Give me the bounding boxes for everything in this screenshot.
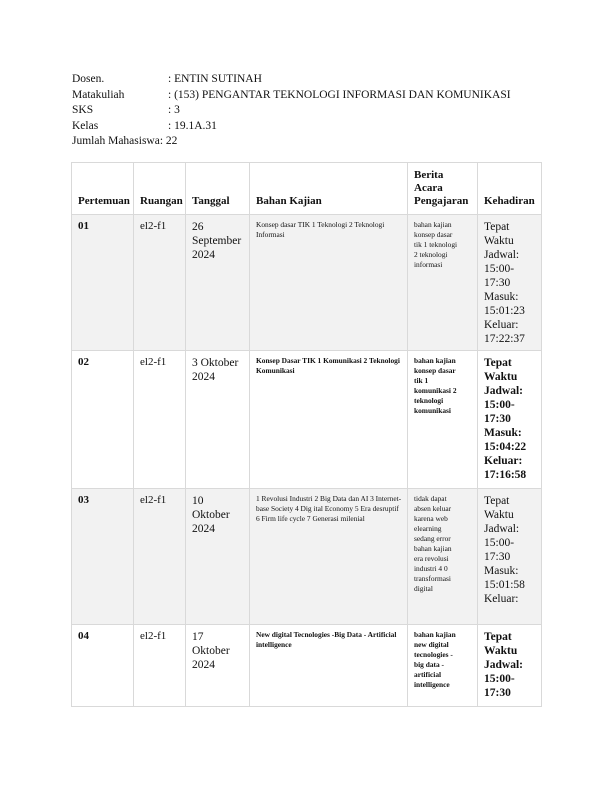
bahan-kajian-cell: 1 Revolusi Industri 2 Big Data dan AI 3 Internet-base Society 4 Dig ital Economy 5 Era desruptif 6 Firm life cycle 7 Generasi milenial xyxy=(250,489,408,625)
kehadiran-line: Jadwal: xyxy=(484,385,523,397)
tanggal-cell xyxy=(186,215,250,351)
tanggal-line: Oktober xyxy=(192,645,230,657)
kehadiran-line: Tepat xyxy=(484,495,510,507)
kehadiran-line: Tepat xyxy=(484,357,512,369)
berita-line: 2 teknologi xyxy=(414,250,448,259)
pertemuan-cell: 03 xyxy=(72,489,134,625)
berita-line: new digital xyxy=(414,640,449,649)
berita-line: informasi xyxy=(414,260,443,269)
tanggal-line: 10 xyxy=(192,495,204,507)
attendance-table xyxy=(71,162,542,707)
table-row xyxy=(72,489,542,625)
kehadiran-line: 15:00- xyxy=(484,399,515,411)
berita-line: tidak dapat xyxy=(414,494,447,503)
matakuliah-value: : (153) PENGANTAR TEKNOLOGI INFORMASI DAN KOMUNIKASI xyxy=(168,88,511,101)
tanggal-line: 2024 xyxy=(192,523,215,535)
berita-line: elearning xyxy=(414,524,442,533)
table-row xyxy=(72,625,542,707)
berita-line: absen keluar xyxy=(414,504,452,513)
tanggal-line: 2024 xyxy=(192,249,215,261)
berita-line: big data - xyxy=(414,660,444,669)
jumlah-value: : 22 xyxy=(159,135,178,147)
pertemuan-cell: 04 xyxy=(72,625,134,707)
berita-line: bahan kajian xyxy=(414,356,456,365)
tanggal-cell xyxy=(186,351,250,489)
kehadiran-line: 17:30 xyxy=(484,277,511,289)
kehadiran-line: Masuk: xyxy=(484,565,519,577)
header-pertemuan: Pertemuan xyxy=(72,163,134,215)
kehadiran-line: Waktu xyxy=(484,235,514,247)
header-kehadiran: Kehadiran xyxy=(478,163,542,215)
jumlah-label: Jumlah Mahasiswa xyxy=(72,135,160,147)
ruangan-cell: el2-f1 xyxy=(134,489,186,625)
bahan-kajian-cell: Konsep Dasar TIK 1 Komunikasi 2 Teknologi Komunikasi xyxy=(250,351,408,489)
berita-acara-cell xyxy=(408,351,478,489)
kehadiran-line: 17:30 xyxy=(484,687,511,699)
berita-line: sedang error xyxy=(414,534,451,543)
tanggal-line: 26 xyxy=(192,221,204,233)
kehadiran-line: Jadwal: xyxy=(484,523,520,535)
header-ruangan: Ruangan xyxy=(134,163,186,215)
table-row xyxy=(72,351,542,489)
berita-line: komunikasi xyxy=(414,406,451,415)
berita-line: artificial xyxy=(414,670,442,679)
kelas-row xyxy=(72,119,511,135)
ruangan-cell: el2-f1 xyxy=(134,215,186,351)
kehadiran-line: Waktu xyxy=(484,645,518,657)
kehadiran-line: Tepat xyxy=(484,221,510,233)
header-tanggal: Tanggal xyxy=(186,163,250,215)
berita-line: digital xyxy=(414,584,433,593)
tanggal-line: Oktober xyxy=(192,509,230,521)
kehadiran-line: Tepat xyxy=(484,631,512,643)
kehadiran-line: 15:00- xyxy=(484,263,515,275)
berita-line: intelligence xyxy=(414,680,450,689)
kehadiran-line: Keluar: xyxy=(484,455,523,467)
kehadiran-line: Keluar: xyxy=(484,593,519,605)
berita-line: industri 4 0 xyxy=(414,564,448,573)
kehadiran-line: 17:30 xyxy=(484,413,511,425)
berita-acara-cell xyxy=(408,625,478,707)
bahan-kajian-cell: New digital Tecnologies -Big Data - Artificial intelligence xyxy=(250,625,408,707)
kehadiran-line: 15:00- xyxy=(484,537,515,549)
berita-line: tecnologies - xyxy=(414,650,453,659)
table-row xyxy=(72,215,542,351)
berita-line: teknologi xyxy=(414,396,444,405)
tanggal-cell xyxy=(186,625,250,707)
kehadiran-cell xyxy=(478,625,542,707)
tanggal-cell xyxy=(186,489,250,625)
dosen-row xyxy=(72,72,511,88)
berita-line: era revolusi xyxy=(414,554,449,563)
kehadiran-line: 17:22:37 xyxy=(484,333,525,345)
berita-line: tik 1 xyxy=(414,376,429,385)
ruangan-cell: el2-f1 xyxy=(134,351,186,489)
pertemuan-cell: 01 xyxy=(72,215,134,351)
berita-line: bahan kajian xyxy=(414,544,452,553)
sks-label: SKS xyxy=(72,104,94,116)
jumlah-row xyxy=(72,134,511,150)
tanggal-line: 2024 xyxy=(192,659,215,671)
kehadiran-cell xyxy=(478,351,542,489)
sks-value: : 3 xyxy=(168,104,180,116)
berita-line: konsep dasar xyxy=(414,230,453,239)
berita-line: bahan kajian xyxy=(414,220,452,229)
kehadiran-line: 15:04:22 xyxy=(484,441,527,453)
kelas-value: : 19.1A.31 xyxy=(168,119,217,132)
kehadiran-cell xyxy=(478,489,542,625)
kehadiran-line: Jadwal: xyxy=(484,249,520,261)
header-berita-line: Acara xyxy=(414,182,443,194)
kelas-label: Kelas xyxy=(72,119,99,132)
ruangan-cell: el2-f1 xyxy=(134,625,186,707)
kehadiran-line: Masuk: xyxy=(484,427,522,439)
kehadiran-line: 15:00- xyxy=(484,673,515,685)
kehadiran-line: 15:01:58 xyxy=(484,579,525,591)
pertemuan-cell: 02 xyxy=(72,351,134,489)
dosen-value: : ENTIN SUTINAH xyxy=(168,73,262,85)
berita-acara-cell xyxy=(408,215,478,351)
sks-row xyxy=(72,103,511,119)
kehadiran-line: 17:16:58 xyxy=(484,469,527,481)
berita-line: tik 1 teknologi xyxy=(414,240,458,249)
course-info xyxy=(72,72,511,150)
berita-line: karena web xyxy=(414,514,448,523)
kehadiran-cell xyxy=(478,215,542,351)
berita-line: konsep dasar xyxy=(414,366,456,375)
header-berita-acara xyxy=(408,163,478,215)
berita-line: transformasi xyxy=(414,574,451,583)
header-bahan-kajian: Bahan Kajian xyxy=(250,163,408,215)
header-berita-line: Pengajaran xyxy=(414,195,469,207)
dosen-label: Dosen. xyxy=(72,73,105,85)
tanggal-line: 3 Oktober xyxy=(192,357,239,369)
header-berita-line: Berita xyxy=(414,169,444,181)
berita-acara-cell xyxy=(408,489,478,625)
kehadiran-line: 15:01:23 xyxy=(484,305,525,317)
kehadiran-line: Keluar: xyxy=(484,319,519,331)
bahan-kajian-cell: Konsep dasar TIK 1 Teknologi 2 Teknologi Informasi xyxy=(250,215,408,351)
matakuliah-label: Matakuliah xyxy=(72,88,125,101)
berita-line: komunikasi 2 xyxy=(414,386,457,395)
tanggal-line: 2024 xyxy=(192,371,215,383)
kehadiran-line: Waktu xyxy=(484,371,518,383)
table-header-row xyxy=(72,163,542,215)
berita-line: bahan kajian xyxy=(414,630,456,639)
kehadiran-line: 17:30 xyxy=(484,551,511,563)
kehadiran-line: Jadwal: xyxy=(484,659,523,671)
kehadiran-line: Masuk: xyxy=(484,291,519,303)
matakuliah-row xyxy=(72,88,511,104)
kehadiran-line: Waktu xyxy=(484,509,514,521)
tanggal-line: 17 xyxy=(192,631,204,643)
tanggal-line: September xyxy=(192,235,242,247)
